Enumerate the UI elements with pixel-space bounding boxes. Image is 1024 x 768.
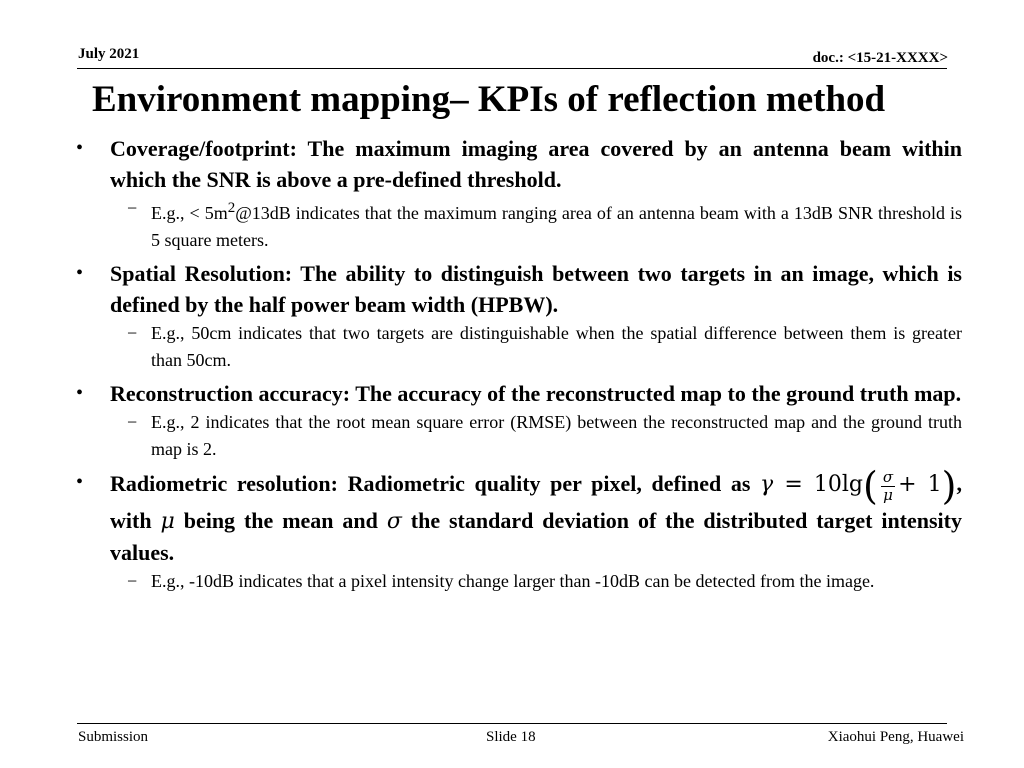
sub-bullet-spatial-resolution-text: E.g., 50cm indicates that two targets are distinguishable when the spatial difference between them is greater than 50cm. (151, 323, 962, 370)
header-divider (77, 68, 947, 69)
sub-bullet-reconstruction-accuracy (70, 409, 962, 463)
sub-bullet-spatial-resolution (70, 320, 962, 374)
dash-icon: − (127, 198, 138, 218)
footer-divider (77, 723, 947, 724)
bullet-dot-icon: • (76, 382, 84, 404)
footer-slide-number: Slide 18 (486, 729, 536, 745)
sigma-over-mu-fraction (881, 469, 895, 504)
sub-bullet-coverage-text-b: @13dB indicates that the maximum ranging area of an antenna beam with a 13dB SNR threshold is 5 square meters. (151, 203, 962, 250)
sub-bullet-radiometric-resolution (70, 568, 962, 595)
footer-submission: Submission (78, 729, 149, 745)
equation-lhs: = 10lg (773, 472, 864, 498)
bullet-reconstruction-accuracy-text: Reconstruction accuracy: The accuracy of the reconstructed map to the ground truth map. (110, 381, 962, 406)
header-doc-id: doc.: <15-21-XXXX> (812, 50, 948, 66)
dash-icon: − (127, 323, 138, 343)
bullet-coverage-text: Coverage/footprint: The maximum imaging area covered by an antenna beam within which the SNR is above a pre-defined threshold. (110, 136, 962, 192)
gamma-symbol: γ (760, 472, 774, 498)
mu-symbol: μ (160, 509, 175, 534)
bullet-radiometric-resolution (70, 464, 962, 568)
bullet-dot-icon: • (76, 262, 84, 284)
fraction-denominator: μ (883, 485, 893, 504)
sub-bullet-coverage-text-a: E.g., < 5m (151, 203, 228, 223)
dash-icon: − (127, 412, 138, 432)
sub-bullet-coverage (70, 195, 962, 254)
fraction-numerator: σ (882, 467, 894, 486)
radiometric-text-a: Radiometric resolution: Radiometric quality per pixel, defined as (110, 471, 761, 497)
radiometric-text-c: being the mean and (174, 508, 387, 533)
bullet-dot-icon: • (76, 137, 84, 159)
bullet-dot-icon: • (76, 471, 84, 493)
bullet-coverage (70, 133, 962, 195)
slide-title: Environment mapping– KPIs of reflection method (92, 79, 886, 120)
sub-bullet-radiometric-resolution-text: E.g., -10dB indicates that a pixel intensity change larger than -10dB can be detected from the image. (151, 571, 875, 591)
radiometric-text-d: the standard deviation of the distributed target intensity values. (110, 508, 962, 565)
superscript-two: 2 (227, 200, 236, 216)
footer-author: Xiaohui Peng, Huawei (827, 729, 964, 745)
left-paren: ( (863, 464, 878, 508)
bullet-spatial-resolution (70, 258, 962, 320)
sub-bullet-reconstruction-accuracy-text: E.g., 2 indicates that the root mean square error (RMSE) between the reconstructed map and the ground truth map is 2. (151, 412, 962, 459)
radiometric-text-b: , with (110, 471, 962, 533)
slide-body (70, 133, 962, 599)
header-date: July 2021 (78, 46, 140, 62)
plus-one: + 1 (898, 472, 942, 498)
bullet-reconstruction-accuracy (70, 378, 962, 409)
right-paren: ) (941, 464, 957, 508)
sigma-symbol: σ (386, 509, 402, 534)
dash-icon: − (127, 571, 138, 591)
bullet-spatial-resolution-text: Spatial Resolution: The ability to distinguish between two targets in an image, which is defined by the half power beam width (HPBW). (110, 261, 962, 317)
